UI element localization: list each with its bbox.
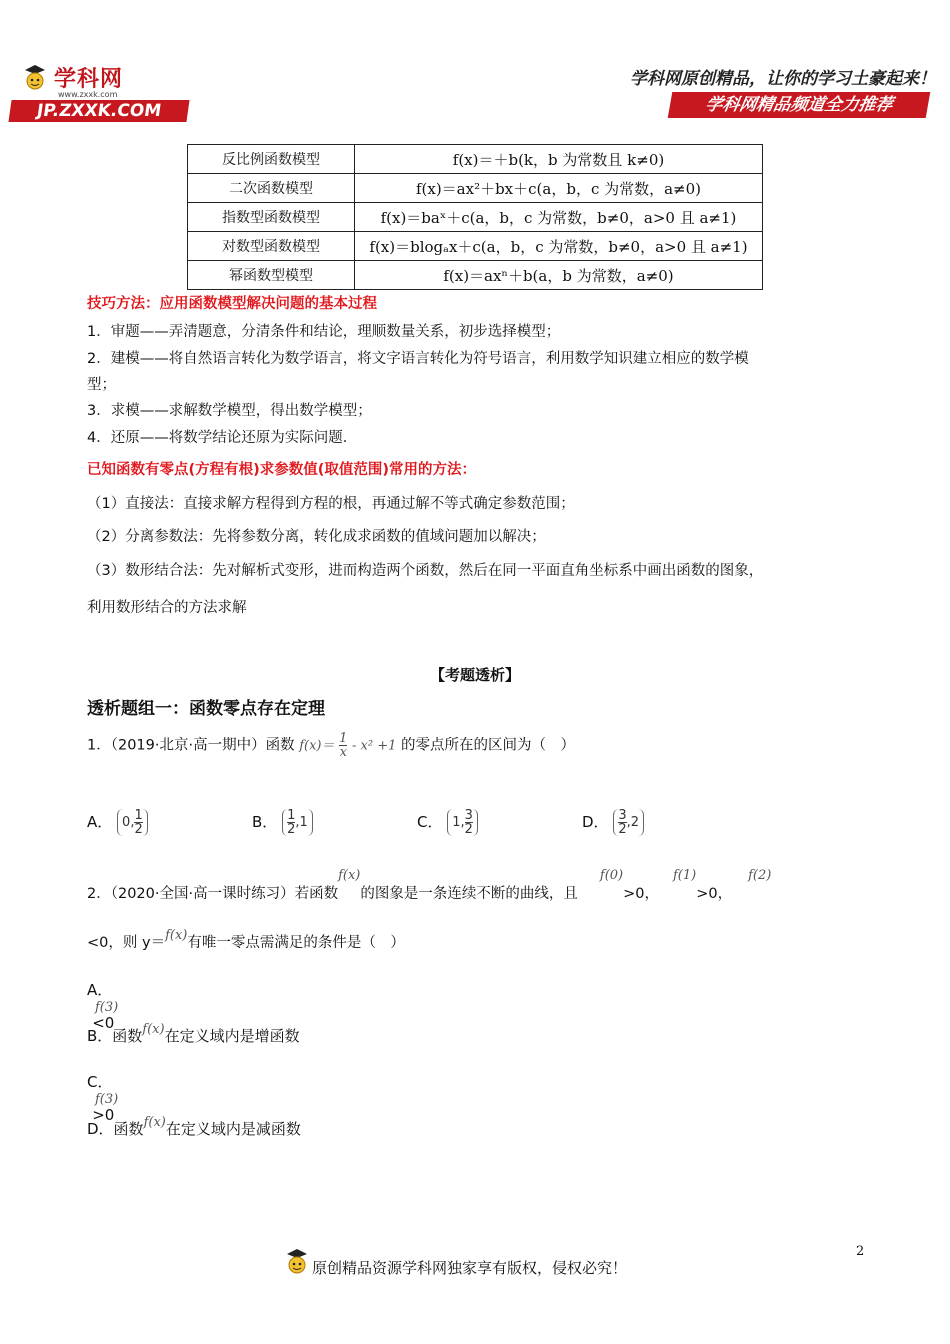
q2-gt2: >0， xyxy=(696,886,733,902)
table-row xyxy=(188,203,763,232)
model-formula-cell: f(x)＝＋b(k，b 为常数且 k≠0) xyxy=(355,145,763,174)
model-name-cell: 反比例函数模型 xyxy=(188,145,355,174)
table-row xyxy=(188,145,763,174)
interval-fraction xyxy=(618,809,626,836)
table-row xyxy=(188,261,763,290)
frac-top: 1 xyxy=(134,808,143,823)
q1-fraction xyxy=(339,732,347,759)
interval-expression xyxy=(613,809,644,836)
option-label: C． xyxy=(87,1073,113,1091)
model-formula-cell: f(x)＝blogₐx＋c(a，b，c 为常数，b≠0，a>0 且 a≠1) xyxy=(355,232,763,261)
frac-top: 3 xyxy=(464,808,473,823)
method-item: （2）分离参数法：先将参数分离，转化成求函数的值域问题加以解决； xyxy=(87,529,546,545)
frac-bottom: 2 xyxy=(134,822,143,837)
q2-option-b[interactable] xyxy=(87,1022,300,1046)
q1-frac-bottom: x xyxy=(339,745,347,760)
table-row xyxy=(188,232,763,261)
method-item: （1）直接法：直接求解方程得到方程的根，再通过解不等式确定参数范围； xyxy=(87,496,575,512)
q1-option-a[interactable] xyxy=(87,787,148,836)
q2-fx: f(x) xyxy=(338,868,361,883)
interval-right: ,2 xyxy=(626,815,640,830)
option-text: 在定义域内是增函数 xyxy=(164,1027,300,1045)
frac-bottom: 2 xyxy=(618,822,627,837)
table-row xyxy=(188,174,763,203)
logo-domain-band: JP.ZXXK.COM xyxy=(8,100,189,122)
model-name-cell: 指数型函数模型 xyxy=(188,203,355,232)
question-2-line2 xyxy=(87,928,405,952)
skill-step: 2．建模——将自然语言转化为数学语言，将文字语言转化为符号语言，利用数学知识建立相应的数学模 xyxy=(87,351,749,367)
option-label: B．函数 xyxy=(87,1027,143,1045)
q2-line2-a: <0，则 y＝ xyxy=(87,935,166,951)
q2-f1: f(1) xyxy=(673,868,697,883)
option-math: f(x) xyxy=(143,1115,166,1130)
frac-bottom: 2 xyxy=(464,822,473,837)
interval-expression xyxy=(282,809,313,836)
interval-expression xyxy=(117,809,148,836)
q2-f0: f(0) xyxy=(599,868,624,883)
q1-option-d[interactable] xyxy=(582,787,644,836)
frac-bottom: 2 xyxy=(287,822,296,837)
model-formula-cell: f(x)＝baˣ＋c(a，b，c 为常数，b≠0，a>0 且 a≠1) xyxy=(355,203,763,232)
mascot-icon xyxy=(284,1248,310,1278)
q2-f2: f(2) xyxy=(748,868,772,883)
option-text: >0 xyxy=(92,1106,115,1124)
q2-prefix: 2．（2020·全国·高一课时练习）若函数 xyxy=(87,886,339,902)
model-formula-cell: f(x)＝ax²＋bx＋c(a，b，c 为常数，a≠0) xyxy=(355,174,763,203)
option-label: D． xyxy=(582,813,609,831)
brand-logo xyxy=(10,60,192,126)
q2-line2-b: 有唯一零点需满足的条件是（ ） xyxy=(187,935,405,951)
q1-option-b[interactable] xyxy=(252,787,313,836)
q1-prefix: 1．（2019·北京·高一期中）函数 xyxy=(87,737,295,754)
interval-right: ,1 xyxy=(295,815,308,830)
q1-suffix: 的零点所在的区间为（ ） xyxy=(401,737,575,754)
option-label: A． xyxy=(87,813,113,831)
model-formula-cell: f(x)＝axⁿ＋b(a，b 为常数，a≠0) xyxy=(355,261,763,290)
option-label: C． xyxy=(417,813,443,831)
skill-step: 型； xyxy=(87,377,116,393)
q1-option-c[interactable] xyxy=(417,787,478,836)
interval-left: 1, xyxy=(452,815,465,830)
option-math: f(3) xyxy=(95,1000,119,1015)
model-name-cell: 二次函数模型 xyxy=(188,174,355,203)
q2-mid: 的图象是一条连续不断的曲线，且 xyxy=(360,886,578,902)
skill-step: 3．求模——求解数学模型，得出数学模型； xyxy=(87,403,372,419)
option-text: <0 xyxy=(92,1014,115,1032)
q2-gt1: >0， xyxy=(623,886,659,902)
interval-expression xyxy=(447,809,478,836)
method-item: 利用数形结合的方法求解 xyxy=(87,600,247,616)
logo-url: www.zxxk.com xyxy=(58,90,118,99)
option-math: f(x) xyxy=(142,1022,165,1037)
interval-fraction xyxy=(465,809,473,836)
q2-option-d[interactable] xyxy=(87,1115,301,1139)
option-label: A． xyxy=(87,981,113,999)
interval-left: 0, xyxy=(122,815,135,830)
model-name-cell: 对数型函数模型 xyxy=(188,232,355,261)
q1-rest: - x² +1 xyxy=(352,738,397,754)
footer-copyright: 原创精品资源学科网独家享有版权，侵权必究！ xyxy=(312,1259,628,1277)
group-title: 透析题组一：函数零点存在定理 xyxy=(87,699,325,719)
option-label: B． xyxy=(252,813,278,831)
method-item: （3）数形结合法：先对解析式变形，进而构造两个函数，然后在同一平面直角坐标系中画出函数的图象， xyxy=(87,563,764,579)
skill-step: 1．审题——弄清题意，分清条件和结论，理顺数量关系，初步选择模型； xyxy=(87,324,561,340)
q2-line2-fx: f(x) xyxy=(165,928,188,943)
skill-step: 4．还原——将数学结论还原为实际问题． xyxy=(87,430,358,446)
question-1 xyxy=(87,732,575,759)
methods-title: 已知函数有零点(方程有根)求参数值(取值范围)常用的方法： xyxy=(87,462,477,478)
option-math: f(3) xyxy=(95,1092,119,1107)
frac-top: 3 xyxy=(618,808,627,823)
mascot-icon xyxy=(22,64,48,94)
q1-frac-top: 1 xyxy=(339,731,348,746)
section-title: 【考题透析】 xyxy=(429,666,520,684)
page-number: 2 xyxy=(856,1244,865,1259)
function-model-table xyxy=(187,144,763,290)
header-recommend-banner: 学科网精品频道全力推荐 xyxy=(668,92,931,118)
q1-fx: f(x)＝ xyxy=(299,738,335,754)
option-label: D．函数 xyxy=(87,1120,144,1138)
logo-text: 学科网 xyxy=(54,67,124,92)
q2-option-a[interactable] xyxy=(87,965,140,1032)
interval-fraction xyxy=(134,809,142,836)
frac-top: 1 xyxy=(287,808,296,823)
question-2 xyxy=(87,868,771,903)
q2-option-c[interactable] xyxy=(87,1057,140,1124)
option-text: 在定义域内是减函数 xyxy=(165,1120,301,1138)
header-slogan: 学科网原创精品，让你的学习土豪起来！ xyxy=(630,69,936,89)
skill-title: 技巧方法：应用函数模型解决问题的基本过程 xyxy=(87,296,377,312)
model-name-cell: 幂函数型模型 xyxy=(188,261,355,290)
